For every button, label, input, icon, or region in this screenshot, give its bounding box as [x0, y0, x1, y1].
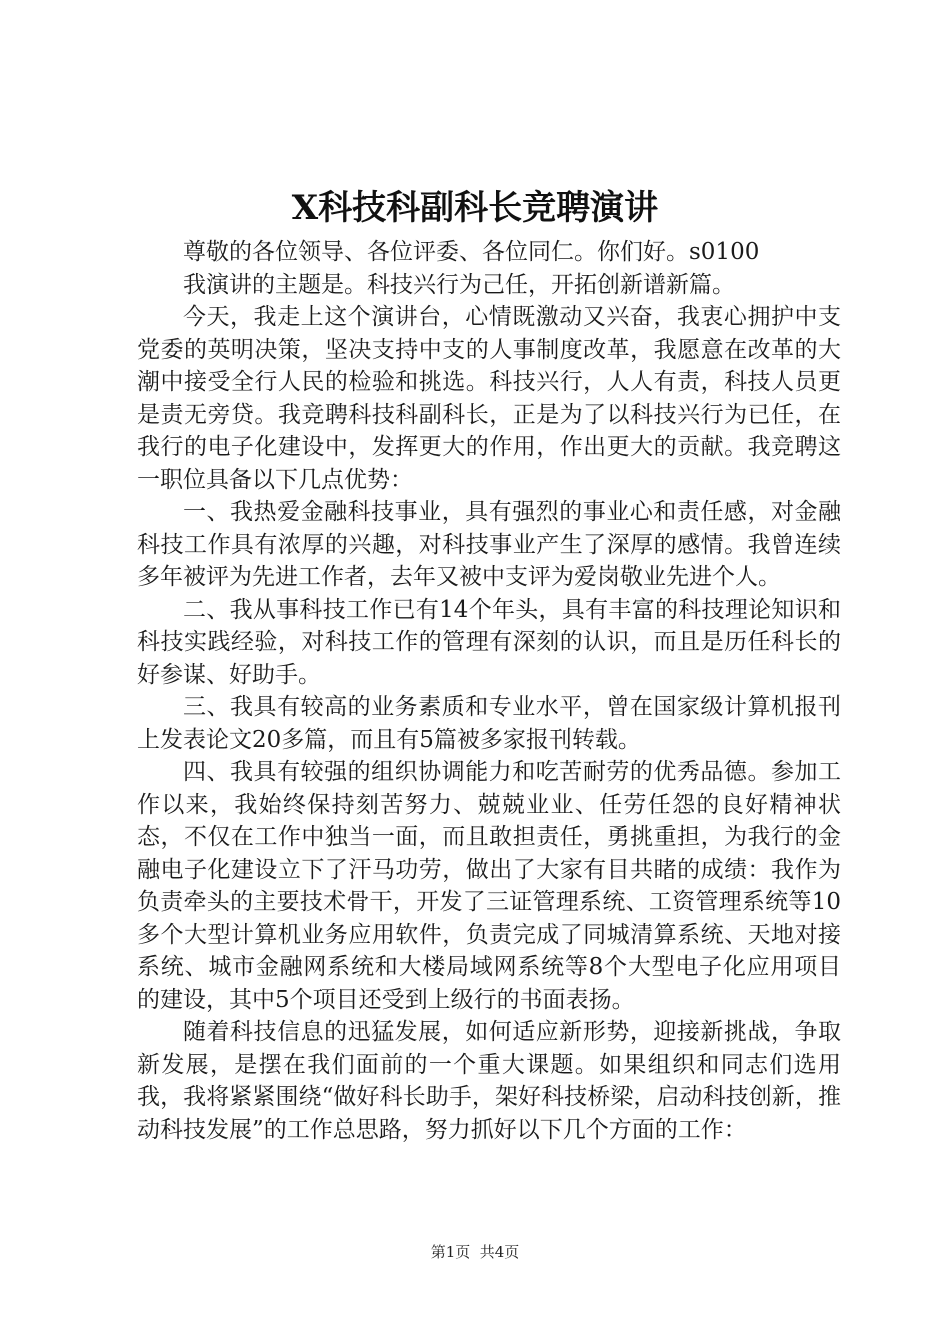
paragraph-intro: 今天，我走上这个演讲台，心情既激动又兴奋，我衷心拥护中支党委的英明决策，坚决支持中支的人事制度改革，我愿意在改革的大潮中接受全行人民的检验和挑选。科技兴行，人人有责，科技人员更是责无旁贷。我竞聘科技科副科长，正是为了以科技兴行为已任，在我行的电子化建设中，发挥更大的作用，作出更大的贡献。我竞聘这一职位具备以下几点优势： — [137, 304, 841, 493]
paragraph-greeting: 尊敬的各位领导、各位评委、各位同仁。你们好。s0100 — [183, 239, 760, 265]
paragraph-point-1: 一、我热爱金融科技事业，具有强烈的事业心和责任感，对金融科技工作具有浓厚的兴趣，对科技事业产生了深厚的感情。我曾连续多年被评为先进工作者，去年又被中支评为爱岗敬业先进个人。 — [137, 499, 841, 590]
paragraph-point-4: 四、我具有较强的组织协调能力和吃苦耐劳的优秀品德。参加工作以来，我始终保持刻苦努力、兢兢业业、任劳任怨的良好精神状态，不仅在工作中独当一面，而且敢担责任，勇挑重担，为我行的金融电子化建设立下了汗马功劳，做出了大家有目共睹的成绩：我作为负责牵头的主要技术骨干，开发了三证管理系统、工资管理系统等10多个大型计算机业务应用软件，负责完成了同城清算系统、天地对接系统、城市金融网系统和大楼局域网系统等8个大型电子化应用项目的建设，其中5个项目还受到上级行的书面表扬。 — [137, 759, 841, 1013]
page-number-footer: 第1页 共4页 — [430, 1243, 520, 1261]
document-body — [137, 236, 841, 1146]
paragraph-point-2: 二、我从事科技工作已有14个年头，具有丰富的科技理论知识和科技实践经验，对科技工作的管理有深刻的认识，而且是历任科长的好参谋、好助手。 — [137, 596, 841, 688]
document-title: X科技科副科长竞聘演讲 — [291, 188, 659, 228]
paragraph-plan: 随着科技信息的迅猛发展，如何适应新形势，迎接新挑战，争取新发展，是摆在我们面前的一个重大课题。如果组织和同志们选用我，我将紧紧围绕“做好科长助手，架好科技桥梁，启动科技创新，推动科技发展”的工作总思路，努力抓好以下几个方面的工作： — [137, 1019, 841, 1143]
paragraph-point-3: 三、我具有较高的业务素质和专业水平，曾在国家级计算机报刊上发表论文20多篇，而且有5篇被多家报刊转载。 — [137, 694, 841, 753]
paragraph-theme: 我演讲的主题是。科技兴行为己任，开拓创新谱新篇。 — [183, 271, 735, 298]
